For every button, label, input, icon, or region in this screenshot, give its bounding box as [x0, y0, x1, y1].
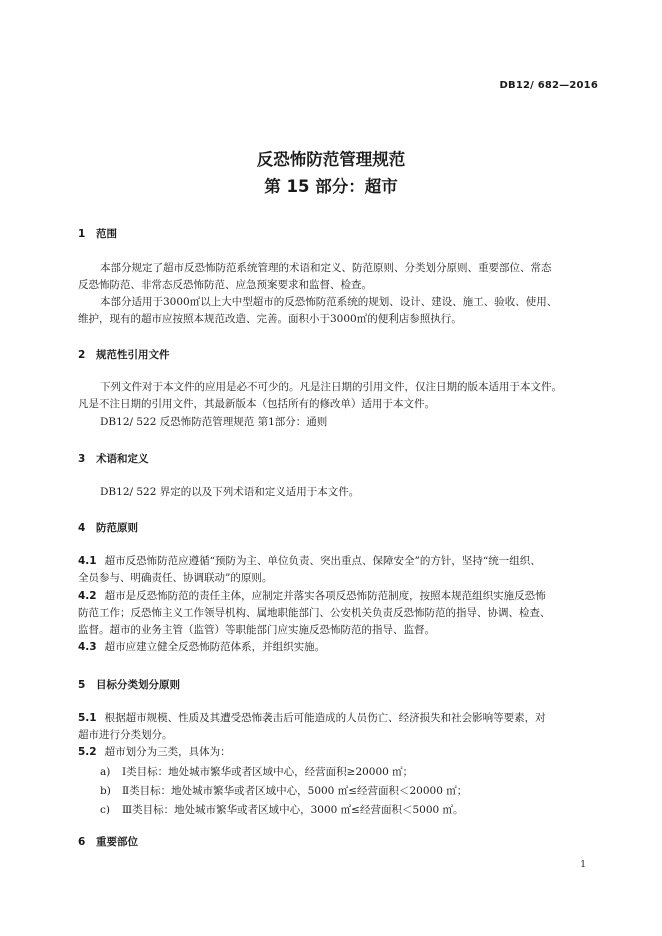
section-heading-normative-references: 2 规范性引用文件	[78, 349, 170, 361]
clause-line: 4.1 超市反恐怖防范应遵循“预防为主、单位负责、突出重点、保障安全”的方针，坚持“统一组织、	[78, 555, 541, 567]
list-item: c) Ⅲ类目标：地处城市繁华或者区域中心，3000 ㎡≤经营面积＜5000 ㎡。	[100, 804, 464, 816]
clause-line: 4.2 超市是反恐怖防范的责任主体，应制定并落实各项反恐怖防范制度，按照本规范组织实施反恐怖	[78, 590, 546, 602]
clause-number: 4.1	[78, 555, 97, 567]
clause-line: 4.3 超市应建立健全反恐怖防范体系，并组织实施。	[78, 641, 326, 653]
document-title: 反恐怖防范管理规范	[256, 150, 406, 169]
clause-line: 5.2 超市划分为三类，具体为：	[78, 746, 231, 758]
paragraph-line: 监督。超市的业务主管（监管）等职能部门应实施反恐怖防范的指导、监督。	[78, 624, 435, 636]
section-heading-terms: 3 术语和定义	[78, 453, 149, 465]
reference-entry: DB12/ 522 反恐怖防范管理规范 第1部分：通则	[100, 416, 328, 428]
paragraph-line: 凡是不注日期的引用文件，其最新版本（包括所有的修改单）适用于本文件。	[78, 398, 435, 410]
document-subtitle: 第 15 部分：超市	[264, 177, 398, 196]
page-number: 1	[580, 860, 586, 870]
section-heading-prevention-principles: 4 防范原则	[78, 522, 138, 534]
clause-line: 5.1 根据超市规模、性质及其遭受恐怖袭击后可能造成的人员伤亡、经济损失和社会影响等要素，对	[78, 712, 546, 724]
list-item: b) Ⅱ类目标：地处城市繁华或者区域中心，5000 ㎡≤经营面积＜20000 ㎡；	[100, 785, 468, 797]
paragraph-line: 超市进行分类划分。	[78, 729, 173, 741]
section-heading-scope: 1 范围	[78, 228, 117, 240]
document-number: DB12/ 682—2016	[499, 80, 598, 91]
clause-number: 5.2	[78, 746, 97, 758]
paragraph-line: 防范工作；反恐怖主义工作领导机构、属地职能部门、公安机关负责反恐怖防范的指导、协调、检查、	[78, 607, 551, 619]
clause-number: 4.3	[78, 641, 97, 653]
paragraph-line: 本部分规定了超市反恐怖防范系统管理的术语和定义、防范原则、分类划分原则、重要部位、常态	[100, 262, 552, 274]
paragraph-line: 下列文件对于本文件的应用是必不可少的。凡是注日期的引用文件，仅注日期的版本适用于本文件。	[100, 381, 562, 393]
paragraph-line: 维护，现有的超市应按照本规范改造、完善。面积小于3000㎡的便利店参照执行。	[78, 313, 462, 325]
section-heading-key-areas: 6 重要部位	[78, 836, 138, 848]
paragraph-line: DB12/ 522 界定的以及下列术语和定义适用于本文件。	[100, 486, 360, 498]
paragraph-line: 本部分适用于3000㎡以上大中型超市的反恐怖防范系统的规划、设计、建设、施工、验收、使用、	[100, 296, 558, 308]
paragraph-line: 全员参与、明确责任、协调联动”的原则。	[78, 572, 273, 584]
clause-number: 5.1	[78, 712, 97, 724]
section-heading-classification: 5 目标分类划分原则	[78, 679, 180, 691]
clause-number: 4.2	[78, 590, 97, 602]
paragraph-line: 反恐怖防范、非常态反恐怖防范、应急预案要求和监督、检查。	[78, 279, 372, 291]
list-item: a) Ⅰ类目标：地处城市繁华或者区域中心，经营面积≥20000 ㎡；	[100, 766, 414, 778]
